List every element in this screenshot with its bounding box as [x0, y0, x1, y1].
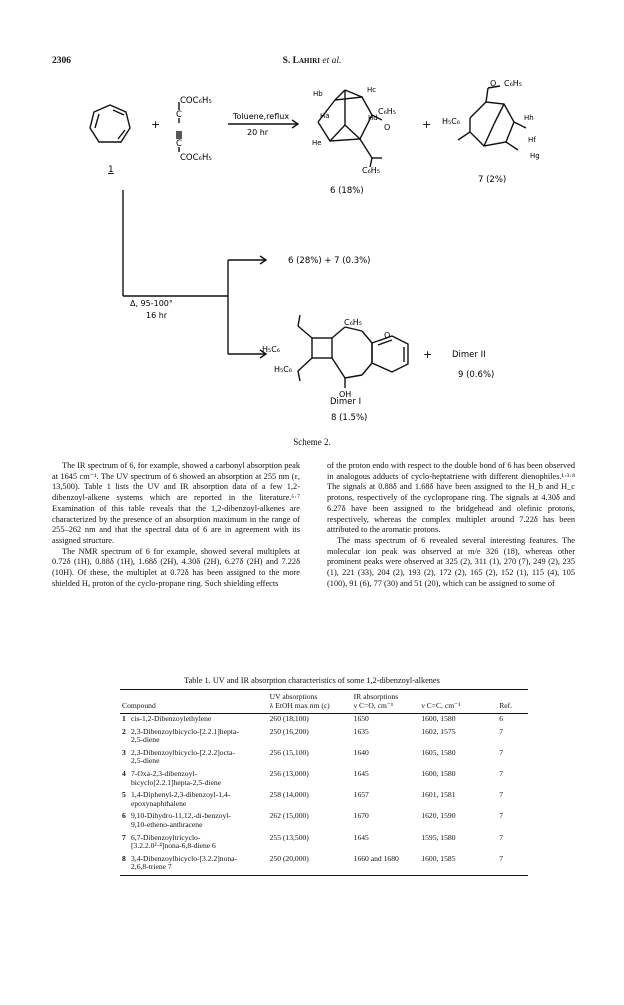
- cell-ir-co: [352, 769, 420, 790]
- uv-value: 258 (14,000): [269, 790, 309, 800]
- paragraph-nmr-continued: of the proton endo with respect to the double bond of 6 has been observed in analogous adducts of cyclo-heptatriene with different dienophiles.¹·³·⁸ The signals at 0.88δ and 1.68δ have been assigned to the H_b and H_c protons, respectively of the cyclopropane ring. The signals at 4.30δ and 6.27δ have been assigned to the bridgehead and olefinic protons, respectively, whereas the complex multiplet around 7.22δ has been attributed to the aromatic protons.: [327, 461, 575, 535]
- paragraph-ir-uv: The IR spectrum of 6, for example, showed a carbonyl absorption peak at 1645 cm⁻¹. The UV spectrum of 6 showed an absorption at 255 nm (ε, 13,500). Table 1 lists the UV and IR absorption data of a few 1,2-dibenzoyl-alkene systems which are reported in the literature.⁶·⁷ Examination of this table reveals that the 1,2-dibenzoyl-alkenes are characterized by the presence of an absorption maximum in the range of 255–262 nm and that the spectral data of 6 are in agreement with its assigned structure.: [52, 461, 300, 545]
- ref-value: 7: [499, 790, 504, 800]
- col-header-ir-co-sub: ν C=O, cm⁻¹: [353, 701, 394, 710]
- ref-value: 7: [499, 768, 504, 778]
- reagent-c1: C: [176, 110, 182, 120]
- cell-ref: [497, 790, 528, 811]
- compound-name: 2,3-Dibenzoylbicyclo-[2.2.1]hepta-2,5-diene: [131, 726, 239, 745]
- dimer-1-cyclobutene: [312, 338, 332, 358]
- branch-products: 6 (28%) + 7 (0.3%): [288, 256, 371, 266]
- col-header-uv: [268, 690, 352, 714]
- ir-cc-value: 1600, 1580: [421, 714, 456, 723]
- uv-value: 256 (15,100): [269, 747, 309, 757]
- table-row: [120, 811, 528, 832]
- cell-ref: [497, 748, 528, 769]
- cell-ir-co: [352, 833, 420, 854]
- cell-ir-co: [352, 790, 420, 811]
- plus-sign-2: +: [422, 118, 432, 131]
- product-6-label: 6 (18%): [330, 186, 364, 196]
- scheme-caption: Scheme 2.: [293, 437, 331, 447]
- compound-1-label: 1: [108, 165, 114, 175]
- h-label-ha: Ha: [320, 112, 330, 120]
- h-label-he: He: [312, 139, 322, 147]
- ir-co-value: 1657: [353, 790, 369, 800]
- cell-uv: [268, 790, 352, 811]
- cell-ref: [497, 811, 528, 832]
- cell-ir-cc: [419, 790, 497, 811]
- cell-uv: [268, 833, 352, 854]
- ref-value: 7: [499, 832, 504, 842]
- cell-ir-cc: [419, 727, 497, 748]
- uv-value: 250 (20,000): [269, 853, 309, 863]
- ir-cc-value: 1620, 1590: [421, 811, 456, 821]
- thermal-conditions-bottom: 16 hr: [146, 311, 168, 320]
- cell-compound: [120, 748, 268, 769]
- cell-uv: [268, 727, 352, 748]
- cell-uv: [268, 714, 352, 727]
- ir-cc-value: 1600, 1580: [421, 768, 456, 778]
- uv-ir-table: [120, 689, 528, 876]
- plus-sign-3: +: [423, 348, 433, 361]
- compound-number: 5: [122, 790, 126, 800]
- cell-uv: [268, 748, 352, 769]
- reagent-bottom: COC₆H₅: [180, 153, 212, 163]
- cell-ir-co: [352, 854, 420, 876]
- uv-value: 256 (13,000): [269, 768, 309, 778]
- table-row: [120, 727, 528, 748]
- table-row: [120, 714, 528, 727]
- cell-ir-co: [352, 748, 420, 769]
- col-header-uv-title: UV absorptions: [269, 692, 318, 701]
- cell-compound: [120, 727, 268, 748]
- ref-value: 6: [499, 714, 504, 723]
- uv-value: 255 (13,500): [269, 832, 309, 842]
- reaction-scheme: [0, 70, 624, 435]
- cell-compound: [120, 811, 268, 832]
- compound-name: 9,10-Dihydro-11,12,-di-benzoyl-9,10-etheno-anthracene: [131, 811, 231, 829]
- compound-name: 2,3-Dibenzoylbicyclo-[2.2.2]octa-2,5-diene: [131, 747, 235, 766]
- product-7-phenyl-2: C₆H₅: [504, 79, 523, 88]
- dimer-1-hydroxyl: OH: [339, 390, 352, 399]
- cell-ir-co: [352, 714, 420, 727]
- cell-ir-cc: [419, 769, 497, 790]
- ir-co-value: 1645: [353, 832, 369, 842]
- uv-value: 260 (18,100): [269, 714, 309, 723]
- dimer-1-oxygen: O: [384, 331, 391, 340]
- cell-ref: [497, 769, 528, 790]
- uv-value: 262 (15,000): [269, 811, 309, 821]
- body-column-left: [52, 461, 300, 589]
- body-column-right: [327, 461, 575, 589]
- ref-value: 7: [499, 747, 504, 757]
- table-row: [120, 748, 528, 769]
- ref-value: 7: [499, 811, 504, 821]
- dimer-2-name: Dimer II: [452, 350, 486, 360]
- col-header-ir-title: IR absorptions: [353, 692, 399, 701]
- compound-number: 4: [122, 768, 126, 778]
- product-7-oxygen: O: [490, 79, 497, 88]
- compound-name: 6,7-Dibenzoyltricyclo-[3.2.2.0²·⁴]nona-6,8-diene 6: [131, 832, 216, 851]
- h-label-hh: Hh: [524, 114, 534, 122]
- compound-number: 3: [122, 747, 126, 757]
- cell-compound: [120, 854, 268, 876]
- dimer-1-phenyl: C₆H₅: [344, 318, 363, 327]
- cell-ir-cc: [419, 854, 497, 876]
- compound-name: 3,4-Dibenzoylbicyclo-[3.2.2]nona-2,6,8-triene 7: [131, 853, 238, 872]
- ref-value: 7: [499, 726, 504, 736]
- h-label-hc: Hc: [367, 86, 377, 94]
- cell-compound: [120, 833, 268, 854]
- running-head-author: S. Lahiri: [282, 56, 320, 66]
- h-label-hf: Hf: [528, 136, 536, 144]
- cell-ref: [497, 854, 528, 876]
- page-number: 2306: [52, 56, 71, 66]
- reagent-top: COC₆H₅: [180, 96, 212, 106]
- col-header-ir-co: [352, 690, 420, 714]
- conditions-bottom: 20 hr: [247, 128, 269, 137]
- ir-co-value: 1640: [353, 747, 369, 757]
- paragraph-nmr: The NMR spectrum of 6 for example, showed several multiplets at 0.72δ (1H), 0.88δ (1H), 1.68δ (2H), 4.30δ (2H), 6.27δ (2H) and 7.22δ (10H). Of these, the multiplet at 0.72δ has been assigned to the more shielded Hₐ proton of the cyclo-propane ring. Such shielding effects: [52, 546, 300, 588]
- dimer-1-phenyl-2: H₅C₆: [262, 345, 281, 354]
- plus-sign-1: +: [151, 118, 161, 131]
- cell-ir-cc: [419, 714, 497, 727]
- ir-cc-value: 1600, 1585: [421, 853, 456, 863]
- table-header-row: [120, 690, 528, 714]
- reagent-c2: C: [176, 139, 182, 149]
- compound-number: 2: [122, 726, 126, 736]
- product-6-phenyl: C₆H₅: [378, 107, 397, 116]
- ir-co-value: 1670: [353, 811, 369, 821]
- ir-co-value: 1635: [353, 726, 369, 736]
- product-7-phenyl: H₅C₆: [442, 117, 461, 126]
- compound-number: 6: [122, 811, 126, 821]
- cell-uv: [268, 769, 352, 790]
- col-header-ref: Ref.: [499, 701, 513, 710]
- cell-compound: [120, 790, 268, 811]
- h-label-hd: Hd: [368, 114, 378, 122]
- col-header-uv-sub: λ EtOH max nm (ε): [269, 701, 330, 710]
- compound-number: 7: [122, 832, 126, 842]
- table-row: [120, 769, 528, 790]
- table-row: [120, 854, 528, 876]
- thermal-conditions-top: Δ, 95-100°: [130, 299, 173, 308]
- ir-cc-value: 1605, 1580: [421, 747, 456, 757]
- cell-ir-cc: [419, 811, 497, 832]
- ir-co-value: 1660 and 1680: [353, 853, 399, 863]
- compound-number: 8: [122, 853, 126, 863]
- cell-uv: [268, 811, 352, 832]
- compound-name: 1,4-Diphenyl-2,3-dibenzoyl-1,4-epoxynaphthalene: [131, 790, 231, 808]
- dimer-2-label: 9 (0.6%): [458, 370, 495, 380]
- product-6-oxygen: O: [384, 123, 391, 132]
- compound-number: 1: [122, 714, 126, 723]
- col-header-ir-cc: ν C=C, cm⁻¹: [421, 701, 461, 710]
- paragraph-mass-spectrum: The mass spectrum of 6 revealed several interesting features. The molecular ion peak was observed at m/e 326 (18), whereas other prominent peaks were observed at 325 (2), 311 (1), 270 (7), 249 (2), 235 (1), 221 (33), 204 (2), 193 (2), 172 (2), 165 (2), 152 (1), 115 (4), 105 (100), 91 (6), 77 (30) and 51 (20), which can be assigned to some of: [327, 535, 575, 588]
- cell-ir-cc: [419, 748, 497, 769]
- table-row: [120, 833, 528, 854]
- table-caption: Table 1. UV and IR absorption characteristics of some 1,2-dibenzoyl-alkenes: [184, 676, 440, 685]
- cell-ref: [497, 714, 528, 727]
- cell-ir-co: [352, 811, 420, 832]
- ir-cc-value: 1601, 1581: [421, 790, 456, 800]
- product-7-cage: [470, 102, 514, 146]
- dimer-1-label: 8 (1.5%): [331, 413, 368, 423]
- cell-uv: [268, 854, 352, 876]
- ir-cc-value: 1595, 1580: [421, 832, 456, 842]
- table-row: [120, 790, 528, 811]
- col-header-compound: Compound: [122, 701, 156, 710]
- ir-cc-value: 1602, 1575: [421, 726, 456, 736]
- running-head: [0, 56, 624, 66]
- cell-compound: [120, 714, 268, 727]
- ref-value: 7: [499, 853, 504, 863]
- h-label-hb: Hb: [313, 90, 323, 98]
- product-7-label: 7 (2%): [478, 175, 507, 185]
- conditions-top: Toluene,reflux: [233, 112, 290, 121]
- product-6-phenyl-2: C₆H₅: [362, 166, 381, 175]
- compound-name: cis-1,2-Dibenzoylethylene: [131, 714, 212, 723]
- dimer-1-name: Dimer I: [330, 397, 362, 407]
- compound-name: 7-Oxa-2,3-dibenzoyl-bicyclo[2.2.1]hepta-2,5-diene: [131, 768, 222, 787]
- cell-ir-co: [352, 727, 420, 748]
- ir-co-value: 1645: [353, 768, 369, 778]
- cell-ref: [497, 727, 528, 748]
- running-head-etal: et al.: [320, 56, 342, 66]
- uv-value: 250 (16,200): [269, 726, 309, 736]
- cell-ref: [497, 833, 528, 854]
- dimer-1-phenyl-3: H₅C₆: [274, 365, 293, 374]
- cell-ir-cc: [419, 833, 497, 854]
- cell-compound: [120, 769, 268, 790]
- h-label-hg: Hg: [530, 152, 540, 160]
- ir-co-value: 1650: [353, 714, 369, 723]
